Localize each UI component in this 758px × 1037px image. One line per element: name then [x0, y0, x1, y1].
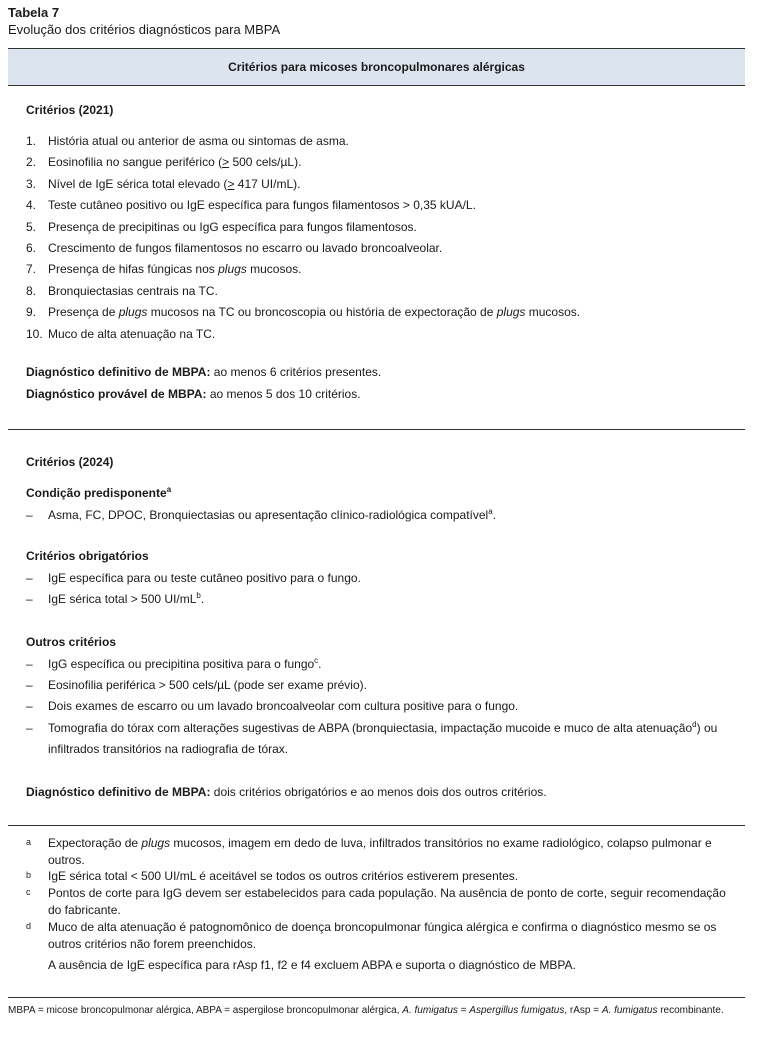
header-bottom-rule: [8, 85, 745, 86]
list-item: 1. História atual ou anterior de asma ou sintomas de asma.: [26, 134, 349, 148]
footnote-d: d Muco de alta atenuação é patognomônico de doença broncopulmonar fúngica alérgica e confirma o diagnóstico mesmo se os outros critérios não forem preenchidos.: [26, 920, 717, 951]
predisposing-title: Condição predisponente$^a$: [26, 485, 172, 500]
table-caption: Evolução dos critérios diagnósticos para MBPA: [8, 22, 281, 37]
diagnosis-definitive-2024: Diagnóstico definitivo de MBPA: dois critérios obrigatórios e ao menos dois dos outros critérios.: [26, 785, 547, 799]
list-item: 8. Bronquiectasias centrais na TC.: [26, 284, 218, 298]
footnote-a: a Expectoração de plugs mucosos, imagem em dedo de luva, infiltrados transitórios no exame radiológico, colapso pulmonar e outros.: [26, 836, 712, 867]
table-header-text: Critérios para micoses broncopulmonares alérgicas: [228, 60, 525, 74]
footnote-c: c Pontos de corte para IgG devem ser estabelecidos para cada população. Na ausência de ponto de corte, seguir recomendação do fabricante.: [26, 886, 726, 917]
list-item: 10. Muco de alta atenuação na TC.: [26, 327, 216, 341]
footnotes-rule: [8, 825, 745, 826]
list-item: 3. Nível de IgE sérica total elevado (> 417 UI/mL).: [26, 177, 301, 191]
section-2021-title: Critérios (2021): [26, 103, 114, 117]
extra-note: A ausência de IgE específica para rAsp f1, f2 e f4 excluem ABPA e suporta o diagnóstico de MBPA.: [48, 958, 576, 972]
diagnosis-probable-2021: Diagnóstico provável de MBPA: ao menos 5 dos 10 critérios.: [26, 387, 361, 401]
bottom-rule: [8, 997, 745, 998]
mandatory-title: Critérios obrigatórios: [26, 549, 149, 563]
list-item: 7. Presença de hifas fúngicas nos plugs mucosos.: [26, 262, 302, 276]
list-item: 2. Eosinofilia no sangue periférico (> 500 cels/µL).: [26, 155, 302, 169]
table-header: [8, 49, 745, 85]
list-item: 5. Presença de precipitinas ou IgG específica para fungos filamentosos.: [26, 220, 417, 234]
list-item: 6. Crescimento de fungos filamentosos no escarro ou lavado broncoalveolar.: [26, 241, 443, 255]
section-divider: [8, 429, 745, 430]
diagnosis-definitive-2021: Diagnóstico definitivo de MBPA: ao menos 6 critérios presentes.: [26, 365, 382, 379]
table-label: Tabela 7: [8, 5, 60, 20]
other-criteria-title: Outros critérios: [26, 635, 117, 649]
abbreviations-note: MBPA = micose broncopulmonar alérgica, ABPA = aspergilose broncopulmonar alérgica, A. fumigatus = Aspergillus fumigatus, rAsp = A. fumigatus recombinante.: [8, 1005, 724, 1016]
list-item: 4. Teste cutâneo positivo ou IgE específica para fungos filamentosos > 0,35 kUA/L.: [26, 198, 476, 212]
list-item: 9. Presença de plugs mucosos na TC ou broncoscopia ou história de expectoração de plugs mucosos.: [26, 305, 581, 319]
section-2024-title: Critérios (2024): [26, 455, 114, 469]
footnote-b: b IgE sérica total < 500 UI/mL é aceitável se todos os outros critérios estiverem presentes.: [26, 869, 519, 883]
